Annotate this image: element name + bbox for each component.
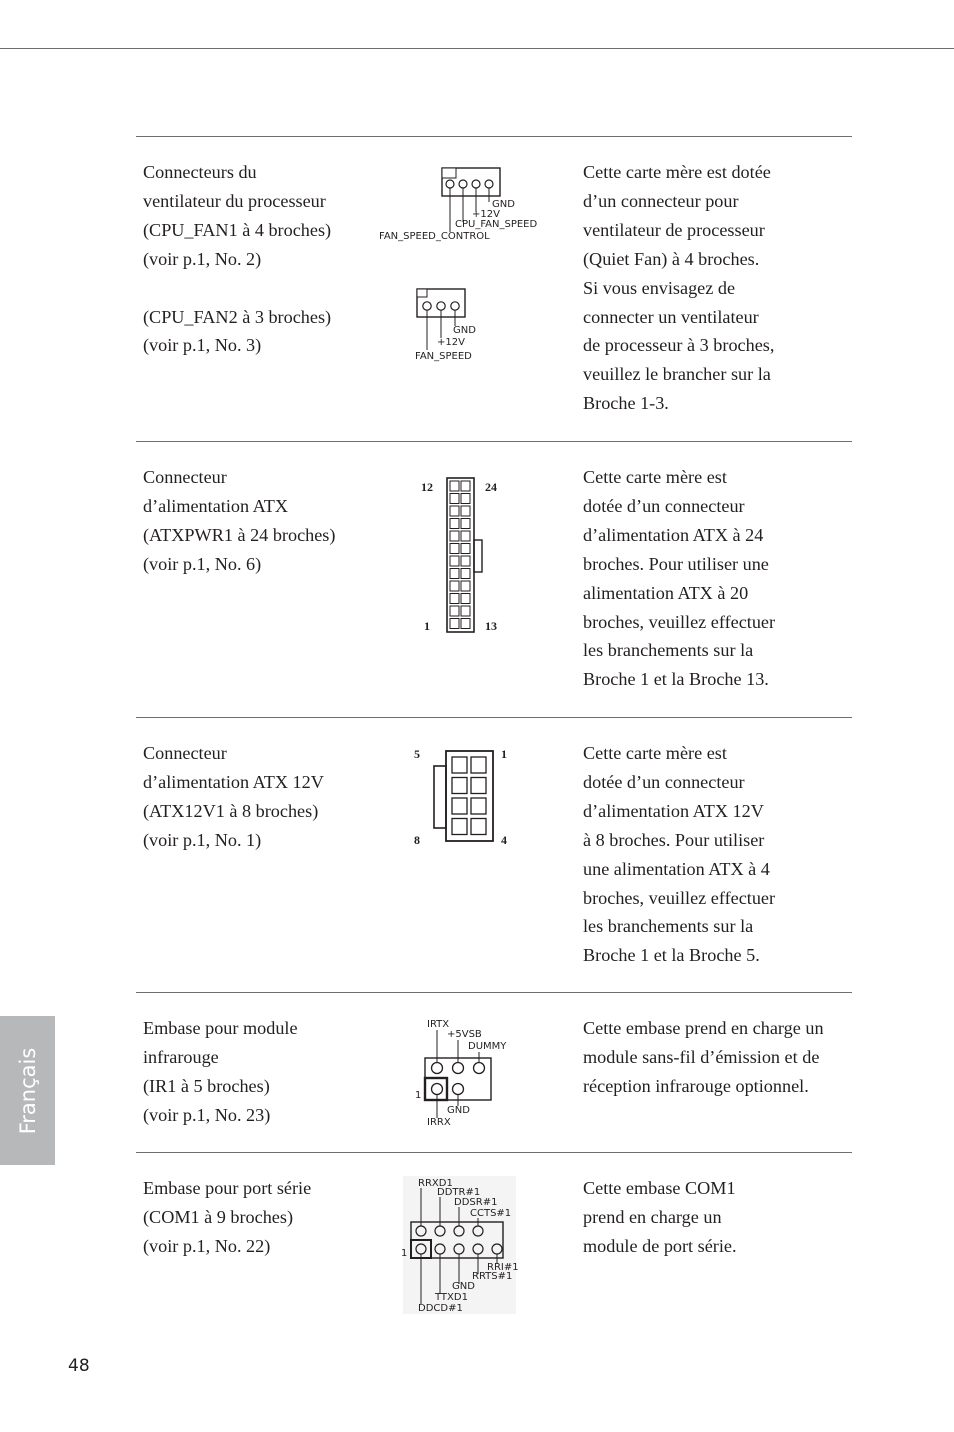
text-line: (ATXPWR1 à 24 broches) xyxy=(143,524,336,545)
text-line: Broche 1 et la Broche 13. xyxy=(583,669,769,690)
pin-cell xyxy=(471,757,486,773)
pin-5-label: 5 xyxy=(414,747,420,761)
pin-cell xyxy=(471,798,486,814)
irrx-label: IRRX xyxy=(427,1117,451,1128)
text-line: d’un connecteur pour xyxy=(583,190,739,211)
ttxd1-label: TTXD1 xyxy=(435,1292,468,1303)
pin-cell xyxy=(450,569,459,579)
text-line: infrarouge xyxy=(143,1046,219,1067)
text-line: Cette embase COM1 xyxy=(583,1178,736,1198)
text-line: (voir p.1, No. 23) xyxy=(143,1104,271,1125)
section-divider xyxy=(136,441,852,442)
serial-port-title xyxy=(143,1174,368,1261)
pin-cell xyxy=(471,778,486,794)
fan-speed-control-label: FAN_SPEED_CONTROL xyxy=(379,231,490,242)
pin-cell xyxy=(461,556,470,566)
text-line: connecter un ventilateur xyxy=(583,306,759,327)
text-line: Si vous envisagez de xyxy=(583,277,736,298)
serial-port-description xyxy=(583,1174,851,1261)
text-line: (voir p.1, No. 2) xyxy=(143,248,262,269)
pin-cell xyxy=(450,581,459,591)
pin-1-label: 1 xyxy=(501,747,507,761)
pin-cell xyxy=(450,494,459,504)
pin-8-label: 8 xyxy=(414,833,420,847)
cpu-fan-title xyxy=(143,158,368,360)
gnd-label: GND xyxy=(452,1281,475,1292)
pin-1-label: 1 xyxy=(401,1248,408,1259)
pin-12-label: 12 xyxy=(421,480,433,494)
text-line: Broche 1-3. xyxy=(583,393,669,414)
text-line: Cette embase prend en charge un xyxy=(583,1018,824,1038)
pin-grid xyxy=(450,481,470,629)
text-line: d’alimentation ATX xyxy=(143,495,288,516)
atx-power-description xyxy=(583,463,851,694)
rri1-label: RRI#1 xyxy=(487,1262,519,1273)
irtx-label: IRTX xyxy=(427,1019,450,1030)
pin-1-label: 1 xyxy=(415,1090,422,1101)
pin-cell xyxy=(450,519,459,529)
text-line: d’alimentation ATX 12V xyxy=(143,771,324,792)
cpu-fan2-diagram xyxy=(412,286,512,366)
section-divider xyxy=(136,1152,852,1153)
pin-cell xyxy=(461,569,470,579)
text-line: (COM1 à 9 broches) xyxy=(143,1206,294,1227)
atx24-pin-diagram xyxy=(414,474,514,636)
cpu-fan-speed-label: CPU_FAN_SPEED xyxy=(455,219,538,230)
pin-cell xyxy=(461,494,470,504)
pin-cell xyxy=(452,798,467,814)
text-line: prend en charge un xyxy=(583,1206,722,1227)
pin-cell xyxy=(461,619,470,629)
pin-cell xyxy=(461,519,470,529)
text-line: dotée d’un connecteur xyxy=(583,771,745,792)
pin-cell xyxy=(450,481,459,491)
page-number: 48 xyxy=(68,1356,90,1376)
text-line: Embase pour module xyxy=(143,1018,298,1038)
pin-cell xyxy=(461,481,470,491)
plus-12v-label: +12V xyxy=(437,337,465,348)
pin-cell xyxy=(461,544,470,554)
pin-cell xyxy=(461,531,470,541)
text-line: veuillez le brancher sur la xyxy=(583,364,771,385)
cpu-fan1-diagram xyxy=(376,164,546,246)
atx-power-title xyxy=(143,463,368,579)
text-line: (ATX12V1 à 8 broches) xyxy=(143,800,319,821)
text-line: d’alimentation ATX 12V xyxy=(583,800,764,821)
language-tab xyxy=(0,1016,55,1165)
text-line: (voir p.1, No. 1) xyxy=(143,829,262,850)
pin-1-label: 1 xyxy=(424,619,430,633)
plus-12v-label: +12V xyxy=(472,209,500,220)
pin-cell xyxy=(450,506,459,516)
text-line: (IR1 à 5 broches) xyxy=(143,1075,270,1096)
atx12v-title xyxy=(143,739,368,855)
pin-cell xyxy=(461,506,470,516)
text-line: module de port série. xyxy=(583,1235,737,1256)
text-line: alimentation ATX à 20 xyxy=(583,582,749,603)
pin-cell xyxy=(450,556,459,566)
ddsr1-label: DDSR#1 xyxy=(454,1197,498,1208)
ccts1-label: CCTS#1 xyxy=(470,1208,512,1219)
rrts1-label: RRTS#1 xyxy=(472,1271,513,1282)
section-divider xyxy=(136,992,852,993)
text-line: les branchements sur la xyxy=(583,640,754,661)
rrxd1-label: RRXD1 xyxy=(418,1178,453,1189)
infrared-header-diagram xyxy=(412,1014,522,1130)
pin-cell xyxy=(450,619,459,629)
text-line: (voir p.1, No. 3) xyxy=(143,335,262,356)
atx12v-8pin-diagram xyxy=(408,744,518,854)
text-line: Cette carte mère est xyxy=(583,743,727,763)
text-line: les branchements sur la xyxy=(583,916,754,937)
text-line: Cette carte mère est xyxy=(583,467,727,487)
text-line: ventilateur du processeur xyxy=(143,190,326,211)
dummy-label: DUMMY xyxy=(468,1041,507,1052)
text-line: de processeur à 3 broches, xyxy=(583,335,775,356)
infrared-title xyxy=(143,1014,368,1130)
text-line: Connecteur xyxy=(143,743,227,763)
text-line: Connecteur xyxy=(143,467,227,487)
pin-cell xyxy=(461,581,470,591)
text-line: broches, veuillez effectuer xyxy=(583,611,776,632)
atx12v-description xyxy=(583,739,851,970)
cpu-fan-description xyxy=(583,158,851,418)
text-line: Embase pour port série xyxy=(143,1178,312,1198)
pin-cell xyxy=(461,606,470,616)
ddtr1-label: DDTR#1 xyxy=(437,1187,481,1198)
com1-header-diagram xyxy=(398,1174,522,1316)
text-line: module sans-fil d’émission et de xyxy=(583,1046,820,1067)
top-rule xyxy=(0,48,954,49)
text-line: (Quiet Fan) à 4 broches. xyxy=(583,248,760,269)
pin-13-label: 13 xyxy=(485,619,497,633)
plus-5vsb-label: +5VSB xyxy=(447,1029,482,1040)
pin-cell xyxy=(450,544,459,554)
spacer xyxy=(143,274,368,303)
text-line: d’alimentation ATX à 24 xyxy=(583,524,764,545)
text-line: ventilateur de processeur xyxy=(583,219,765,240)
infrared-description xyxy=(583,1014,853,1101)
text-line: (voir p.1, No. 6) xyxy=(143,553,262,574)
pin-4-label: 4 xyxy=(501,833,507,847)
text-line: broches. Pour utiliser une xyxy=(583,553,769,574)
text-line: à 8 broches. Pour utiliser xyxy=(583,829,765,850)
pin-cell xyxy=(461,594,470,604)
pin-cell xyxy=(452,778,467,794)
pin-cell xyxy=(450,606,459,616)
fan-speed-label: FAN_SPEED xyxy=(415,351,472,362)
section-divider xyxy=(136,136,852,137)
text-line: Cette carte mère est dotée xyxy=(583,162,771,182)
text-line: (CPU_FAN2 à 3 broches) xyxy=(143,306,332,327)
text-line: Connecteurs du xyxy=(143,162,257,182)
pin-cell xyxy=(450,594,459,604)
text-line: Broche 1 et la Broche 5. xyxy=(583,945,760,966)
pin-cell xyxy=(452,757,467,773)
text-line: dotée d’un connecteur xyxy=(583,495,745,516)
section-divider xyxy=(136,717,852,718)
pin-grid xyxy=(452,757,486,835)
gnd-label: GND xyxy=(492,199,515,210)
text-line: (voir p.1, No. 22) xyxy=(143,1235,271,1256)
gnd-label: GND xyxy=(447,1105,470,1116)
pin-cell xyxy=(452,819,467,835)
language-tab-label: Français xyxy=(15,1047,40,1134)
text-line: réception infrarouge optionnel. xyxy=(583,1075,809,1096)
text-line: broches, veuillez effectuer xyxy=(583,887,776,908)
ddcd1-label: DDCD#1 xyxy=(418,1303,463,1314)
pin-24-label: 24 xyxy=(485,480,497,494)
pin-cell xyxy=(450,531,459,541)
text-line: une alimentation ATX à 4 xyxy=(583,858,770,879)
text-line: (CPU_FAN1 à 4 broches) xyxy=(143,219,332,240)
pin-cell xyxy=(471,819,486,835)
gnd-label: GND xyxy=(453,325,476,336)
